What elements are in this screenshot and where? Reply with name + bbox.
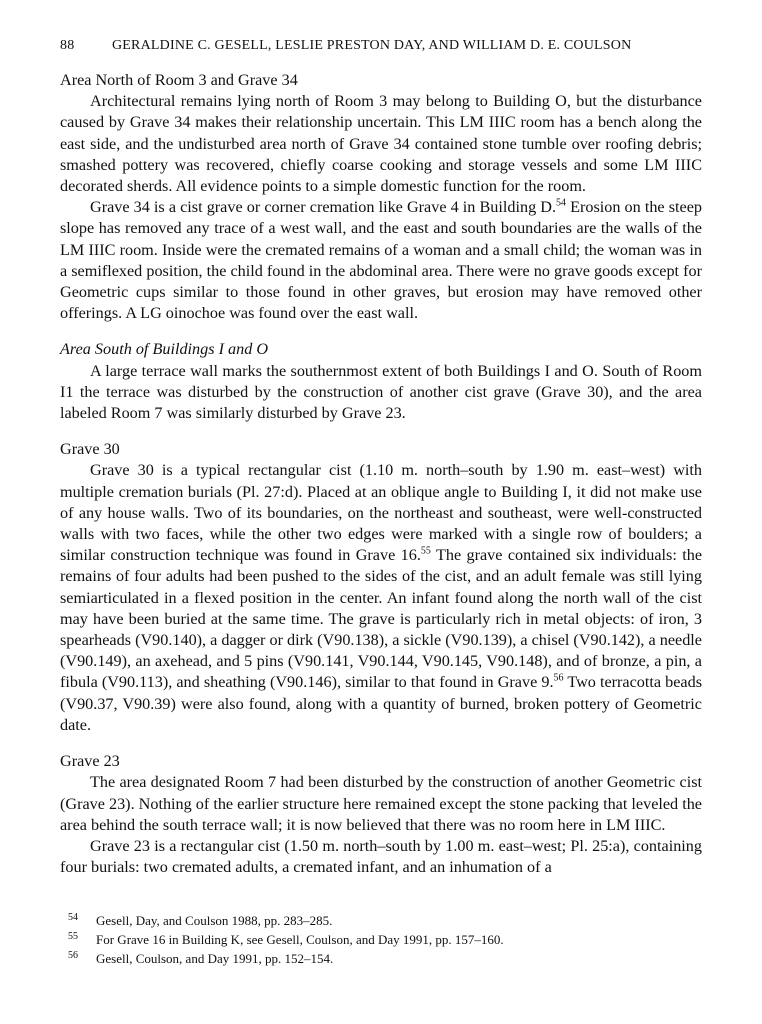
footnote-ref[interactable]: 54 <box>556 197 566 209</box>
paragraph: Architectural remains lying north of Room 3 may belong to Building O, but the disturbance caused by Grave 34 makes their relationship uncertain. This LM IIIC room has a bench along the east side, and the undisturbed area north of Grave 34 contained stone tumble over roofing debris; smashed pottery was recovered, chiefly coarse cooking and storage vessels and some LM IIIC decorated sherds. All evidence points to a simple domestic function for the room. <box>60 92 702 196</box>
running-head-authors: GERALDINE C. GESELL, LESLIE PRESTON DAY, AND WILLIAM D. E. COULSON <box>112 38 632 53</box>
footnotes <box>68 911 688 968</box>
paragraph: The area designated Room 7 had been disturbed by the construction of another Geometric cist (Grave 23). Nothing of the earlier structure here remained except the stone packing that leveled the area behind the south terrace wall; it is now believed that there was no room here in LM IIIC. <box>60 773 702 834</box>
footnote-ref[interactable]: 56 <box>553 673 564 685</box>
paragraph: Grave 23 is a rectangular cist (1.50 m. north–south by 1.00 m. east–west; Pl. 25:a), containing four burials: two cremated adults, a cremated infant, and an inhumation of a <box>60 836 702 877</box>
page <box>60 38 702 878</box>
page-number: 88 <box>60 38 75 53</box>
section-heading: Grave 23 <box>60 752 120 771</box>
paragraph: Grave 30 is a typical rectangular cist (1.10 m. north–south by 1.90 m. east–west) with multiple cremation burials (Pl. 27:d). Placed at an oblique angle to Building I, it did not make use of any house walls. Two of its boundaries, on the northeast and southeast, were well-constructed walls with two faces, while the other two edges were marked with a single row of boulders; a similar construction technique was found in Grave 16.55 The grave contained six individuals: the remains of four adults had been pushed to the sides of the cist, and an adult female was still lying semiarticulated in a flexed position in the center. An infant found along the north wall of the cist may have been buried at the same time. The grave is particularly rich in metal objects: of iron, 3 spearheads (V90.140), a dagger or dirk (V90.138), a sickle (V90.139), a chisel (V90.142), a needle (V90.149), an axehead, and 5 pins (V90.141, V90.144, V90.145, V90.148), and of bronze, a pin, a fibula (V90.113), and sheathing (V90.146), similar to that found in Grave 9.56 Two terracotta beads (V90.37, V90.39) were also found, along with a quantity of burned, broken pottery of Geometric date. <box>60 461 703 734</box>
paragraph: Grave 34 is a cist grave or corner cremation like Grave 4 in Building D.$^{54}$ Erosion on the steep slope has removed any trace of a west wall, and the east and south boundaries are the walls of the LM IIIC room. Inside were the cremated remains of a woman and a small child; the woman was in a semiflexed position, the child found in the abdominal area. There were no grave goods except for Geometric cups similar to those found in other graves, but erosion may have removed other offerings. A LG oinochoe was found over the east wall. <box>60 197 702 323</box>
footnote: 55 For Grave 16 in Building K, see Gesell, Coulson, and Day 1991, pp. 157–160. <box>68 931 504 947</box>
section-heading: Grave 30 <box>60 440 120 459</box>
body-text <box>60 70 702 878</box>
section-heading: Area North of Room 3 and Grave 34 <box>60 71 298 89</box>
running-header <box>60 38 702 54</box>
footnote: 56 Gesell, Coulson, and Day 1991, pp. 152–154. <box>68 950 334 966</box>
section-heading: Area South of Buildings I and O <box>60 340 269 359</box>
paragraph: A large terrace wall marks the southernmost extent of both Buildings I and O. South of Room I1 the terrace was disturbed by the construction of another cist grave (Grave 30), and the area labeled Room 7 was similarly disturbed by Grave 23. <box>60 361 702 423</box>
footnote-ref[interactable]: 55 <box>420 545 431 557</box>
footnote: 54 Gesell, Day, and Coulson 1988, pp. 283–285. <box>68 912 333 928</box>
